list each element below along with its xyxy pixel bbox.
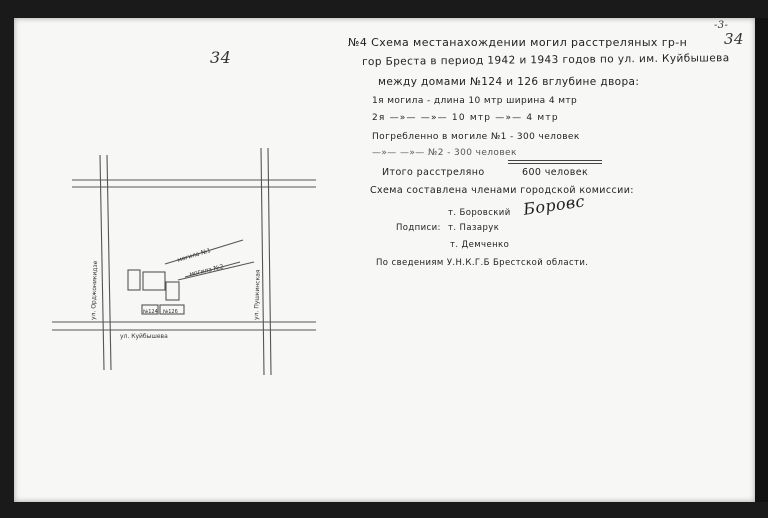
total-label: Итого расстреляно [382, 167, 485, 178]
commission-intro: Схема составлена членами городской комиссии: [370, 185, 634, 196]
authority-note: По сведениям У.Н.К.Г.Б Брестской области. [376, 258, 589, 268]
signature-scrawl: Боровс [522, 191, 586, 219]
map-label-street-right: ул. Пушкинская [253, 269, 262, 321]
map-label-street-bottom: ул. Куйбышева [120, 333, 168, 340]
house-3 [166, 282, 179, 300]
commission-member-3: т. Демченко [450, 240, 510, 250]
buried-grave-2: —»— —»— №2 - 300 человек [372, 148, 517, 158]
grave-1-dimensions: 1я могила - длина 10 мтр ширина 4 мтр [372, 96, 578, 106]
page-number-left: 34 [210, 48, 232, 67]
signatures-label: Подписи: [396, 223, 441, 233]
title-line-2: гор Бреста в период 1942 и 1943 годов по ул. им. Куйбышева [362, 52, 730, 68]
map-label-grave-1: могила №1 [176, 247, 212, 264]
commission-member-1: т. Боровский [448, 208, 511, 218]
grave-2-dimensions: 2я —»— —»— 10 мтр —»— 4 мтр [372, 113, 559, 123]
total-value: 600 человек [522, 167, 589, 178]
map-label-grave-2: могила №2 [188, 263, 225, 278]
map-label-street-left: ул. Орджоникидзе [90, 260, 100, 321]
street-right-line [261, 148, 264, 375]
commission-member-2: т. Пазарук [448, 223, 500, 233]
page-number-right-small: -3- [714, 20, 729, 31]
page-number-right: 34 [724, 30, 744, 48]
house-1 [128, 270, 140, 290]
map-label-house-2: №126 [163, 309, 178, 315]
map-label-house-1: №124 [143, 309, 158, 315]
house-2 [143, 272, 165, 290]
title-line-1: №4 Схема местанахождении могил расстреляных гр-н [348, 36, 688, 49]
title-line-3: между домами №124 и 126 вглубине двора: [378, 76, 640, 88]
buried-grave-1: Погребленно в могиле №1 - 300 человек [372, 132, 580, 142]
street-right-line-2 [268, 148, 271, 375]
